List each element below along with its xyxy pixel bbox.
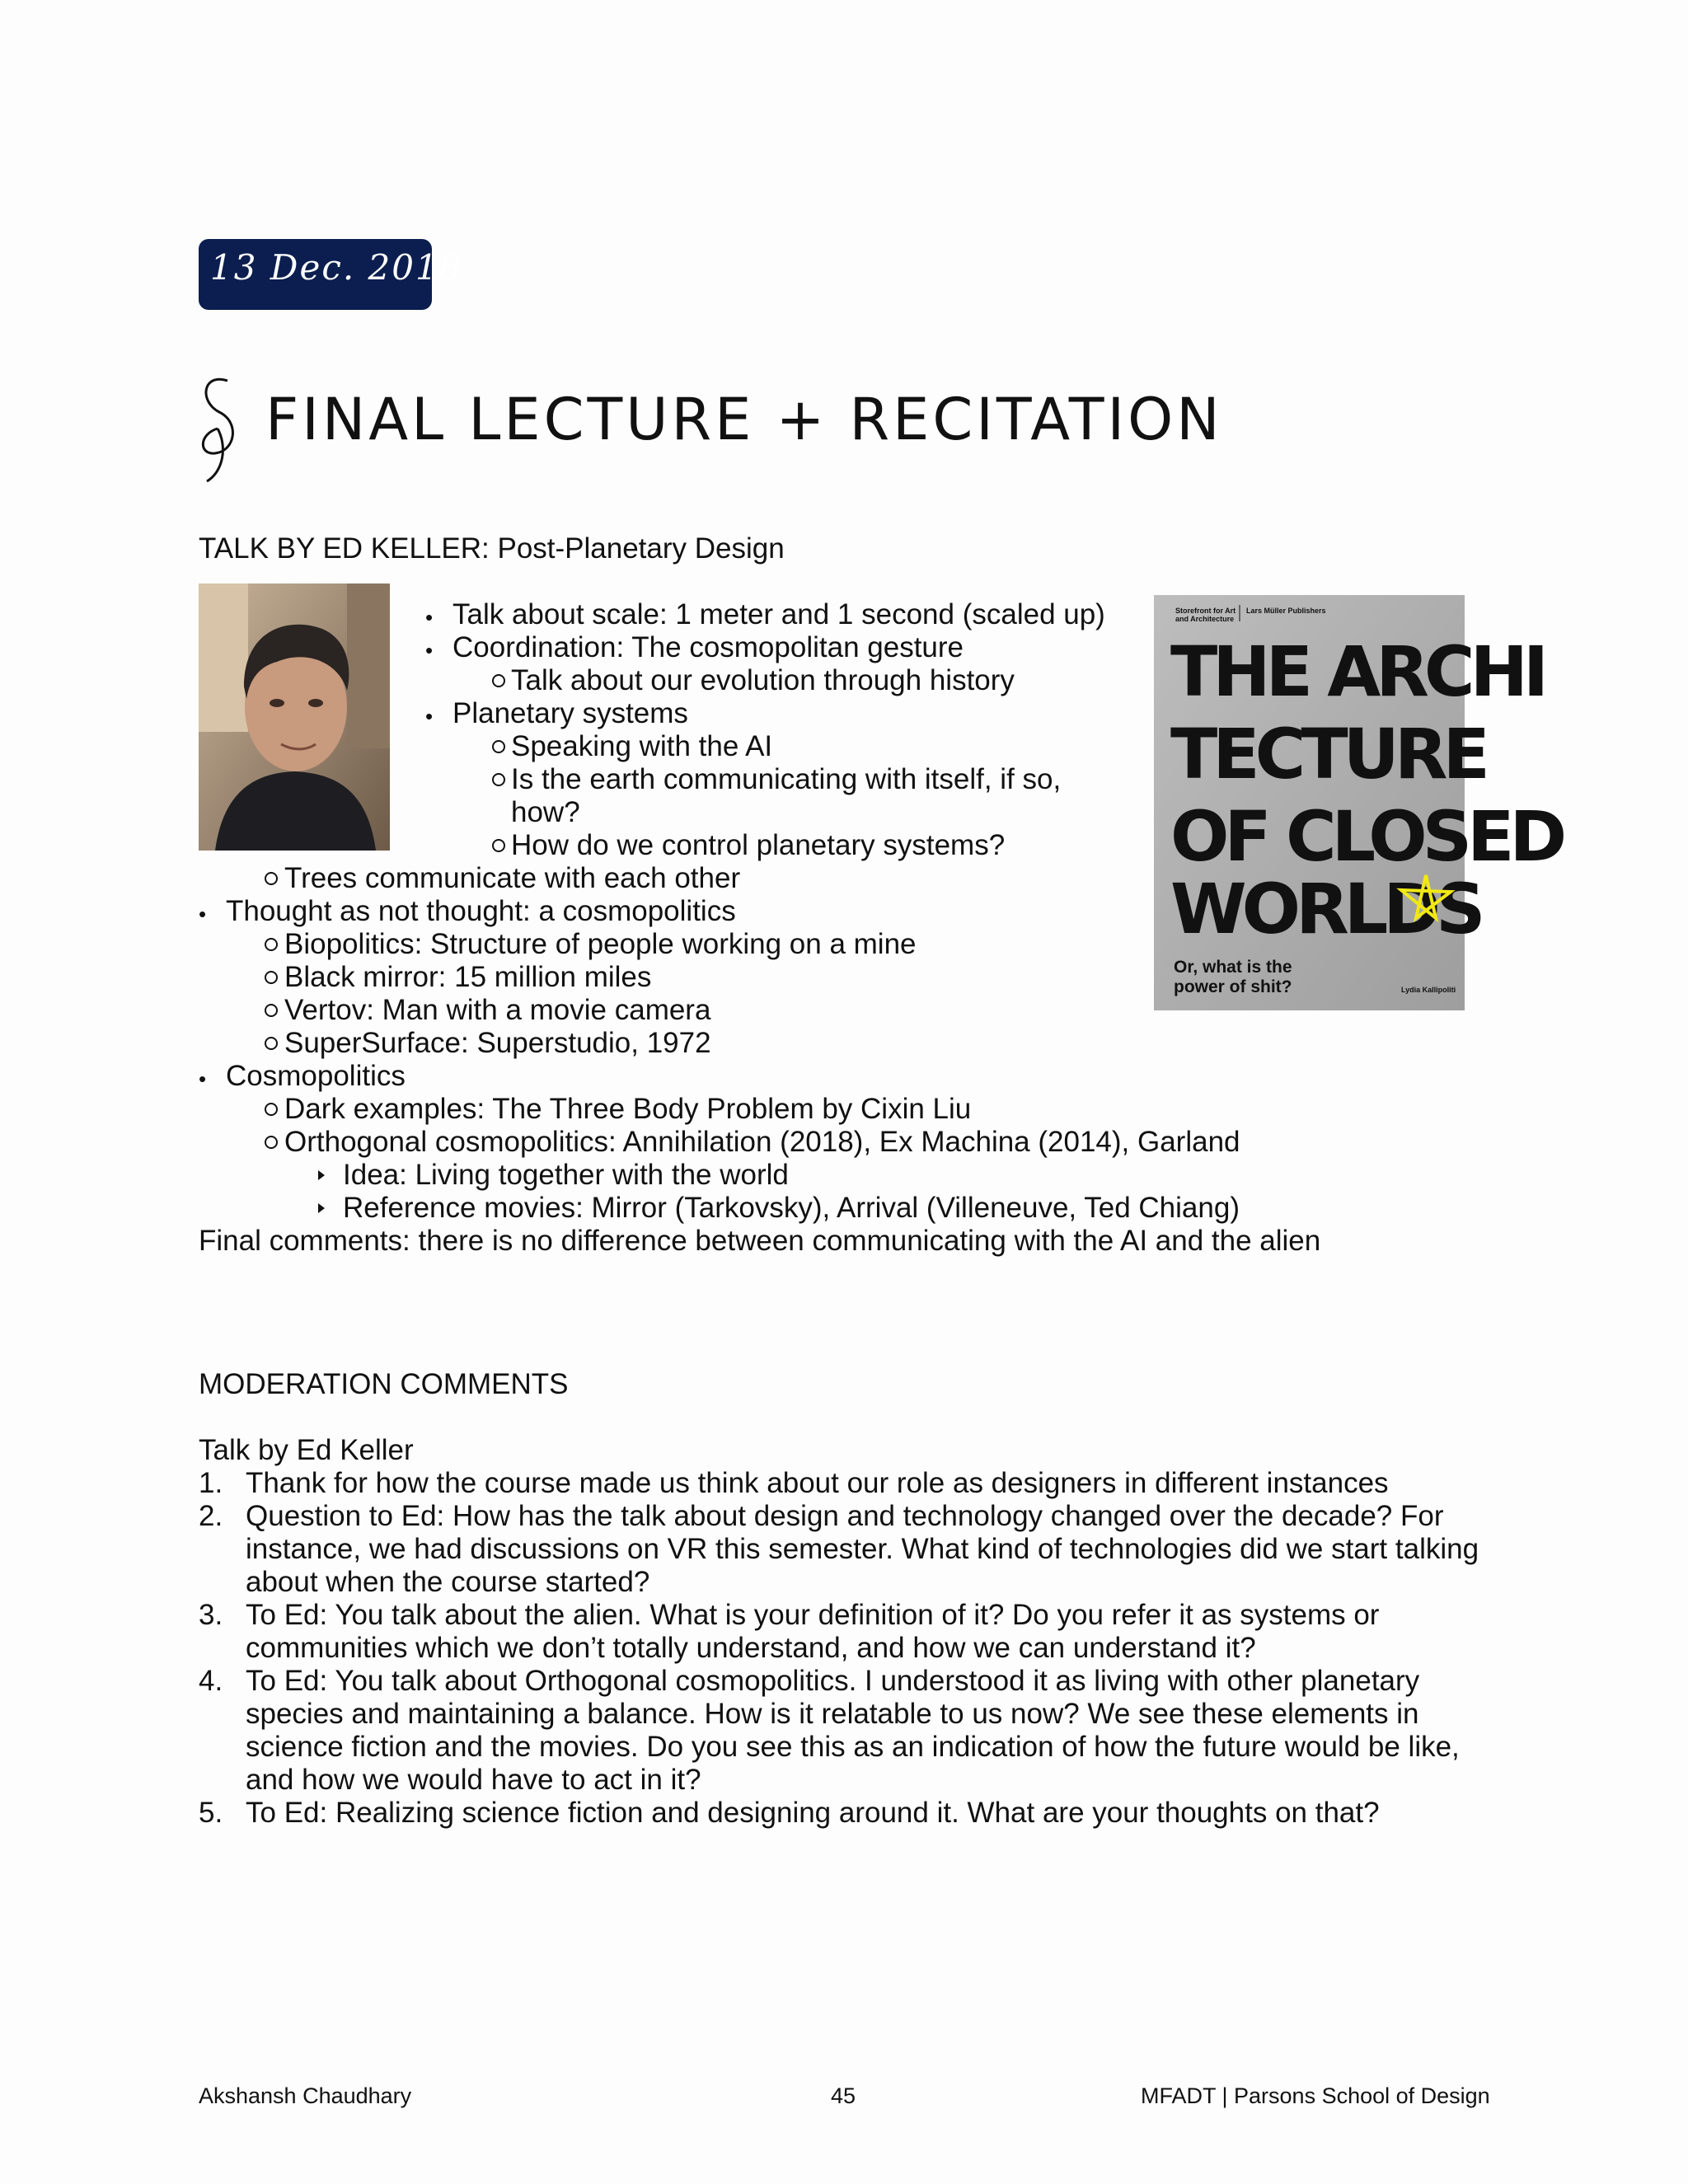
moderation-line: Thank for how the course made us think about our role as designers in different instances: [246, 1467, 1389, 1499]
page-title: FINAL LECTURE + RECITATION: [265, 386, 1223, 453]
book-publisher-right: Lars Müller Publishers: [1246, 607, 1326, 615]
circle-bullet-icon: [492, 740, 505, 753]
moderation-line: species and maintaining a balance. How is it relatable to us now? We see these elements in: [246, 1698, 1419, 1730]
moderation-subheading: Talk by Ed Keller: [199, 1434, 414, 1466]
circle-bullet-icon: [265, 1037, 278, 1050]
book-title-line-2: TECTURE: [1170, 714, 1485, 794]
date-label: 13 Dec. 2018: [210, 247, 463, 288]
book-publisher-left: Storefront for Art: [1175, 607, 1236, 615]
moderation-line: To Ed: Realizing science fiction and designing around it. What are your thoughts on that?: [246, 1797, 1380, 1829]
speaker-photo: [199, 583, 390, 851]
triangle-bullet-icon: [318, 1203, 325, 1213]
moderation-number: 4.: [199, 1665, 223, 1697]
note-subitem-continued: how?: [511, 796, 580, 828]
note-subitem: Dark examples: The Three Body Problem by Cixin Liu: [284, 1093, 972, 1125]
moderation-line: science fiction and the movies. Do you see this as an indication of how the future would be like,: [246, 1731, 1460, 1763]
note-subitem: Biopolitics: Structure of people working on a mine: [284, 928, 917, 960]
final-comments: Final comments: there is no difference between communicating with the AI and the alien: [199, 1225, 1321, 1257]
book-subtitle-1: Or, what is the: [1174, 958, 1292, 977]
note-item: Thought as not thought: a cosmopolitics: [226, 895, 736, 927]
bullet-icon: •: [199, 1066, 207, 1091]
circle-bullet-icon: [492, 773, 505, 786]
moderation-line: about when the course started?: [246, 1566, 650, 1598]
moderation-line: Question to Ed: How has the talk about design and technology changed over the decade? For: [246, 1500, 1444, 1532]
bullet-icon: •: [199, 902, 207, 926]
talk-heading: TALK BY ED KELLER: Post-Planetary Design: [199, 532, 785, 565]
circle-bullet-icon: [492, 674, 505, 687]
note-subitem: Trees communicate with each other: [284, 862, 741, 894]
triangle-bullet-icon: [318, 1170, 325, 1180]
section-symbol-icon: [195, 373, 244, 488]
circle-bullet-icon: [265, 1004, 278, 1017]
bullet-icon: •: [425, 605, 434, 630]
note-subitem: Is the earth communicating with itself, if so,: [511, 763, 1062, 795]
moderation-number: 5.: [199, 1797, 223, 1829]
note-subitem: Black mirror: 15 million miles: [284, 961, 652, 993]
circle-bullet-icon: [492, 839, 505, 852]
note-subitem: Orthogonal cosmopolitics: Annihilation (2018), Ex Machina (2014), Garland: [284, 1126, 1240, 1158]
note-subitem: Speaking with the AI: [511, 730, 773, 762]
moderation-line: communities which we don’t totally understand, and how we can understand it?: [246, 1632, 1256, 1664]
page-number: 45: [831, 2083, 856, 2108]
note-item: Planetary systems: [452, 697, 688, 729]
book-title-line-1: THE ARCHI: [1170, 631, 1545, 712]
moderation-number: 1.: [199, 1467, 223, 1499]
book-subtitle-2: power of shit?: [1174, 977, 1292, 996]
circle-bullet-icon: [265, 1103, 278, 1116]
book-cover: [1154, 595, 1563, 1010]
book-title-line-4: WORLDS: [1170, 869, 1481, 949]
note-subsubitem: Reference movies: Mirror (Tarkovsky), Arrival (Villeneuve, Ted Chiang): [343, 1192, 1240, 1224]
book-author: Lydia Kallipoliti: [1401, 986, 1456, 994]
footer-school: MFADT | Parsons School of Design: [1141, 2083, 1490, 2108]
bullet-icon: •: [425, 704, 434, 729]
circle-bullet-icon: [265, 938, 278, 951]
book-publisher-left-2: and Architecture: [1175, 615, 1235, 623]
circle-bullet-icon: [265, 971, 278, 984]
moderation-line: To Ed: You talk about the alien. What is your definition of it? Do you refer it as systems or: [246, 1599, 1380, 1631]
circle-bullet-icon: [265, 872, 278, 885]
note-subitem: Vertov: Man with a movie camera: [284, 994, 711, 1026]
moderation-number: 3.: [199, 1599, 223, 1631]
bullet-icon: •: [425, 638, 434, 663]
note-subitem: SuperSurface: Superstudio, 1972: [284, 1027, 711, 1059]
note-subsubitem: Idea: Living together with the world: [343, 1159, 789, 1191]
note-item: Coordination: The cosmopolitan gesture: [452, 631, 964, 663]
moderation-number: 2.: [199, 1500, 223, 1532]
book-title-line-3: OF CLOSED: [1170, 796, 1563, 877]
moderation-line: and how we would have to act in it?: [246, 1764, 701, 1796]
moderation-line: To Ed: You talk about Orthogonal cosmopolitics. I understood it as living with other planetary: [246, 1665, 1420, 1697]
footer-author: Akshansh Chaudhary: [199, 2083, 412, 2108]
circle-bullet-icon: [265, 1136, 278, 1149]
moderation-line: instance, we had discussions on VR this semester. What kind of technologies did we start talking: [246, 1533, 1479, 1565]
note-item: Talk about scale: 1 meter and 1 second (scaled up): [452, 598, 1105, 630]
moderation-heading: MODERATION COMMENTS: [199, 1368, 569, 1400]
note-subitem: Talk about our evolution through history: [511, 664, 1015, 696]
note-item: Cosmopolitics: [226, 1060, 406, 1092]
note-subitem: How do we control planetary systems?: [511, 829, 1006, 861]
